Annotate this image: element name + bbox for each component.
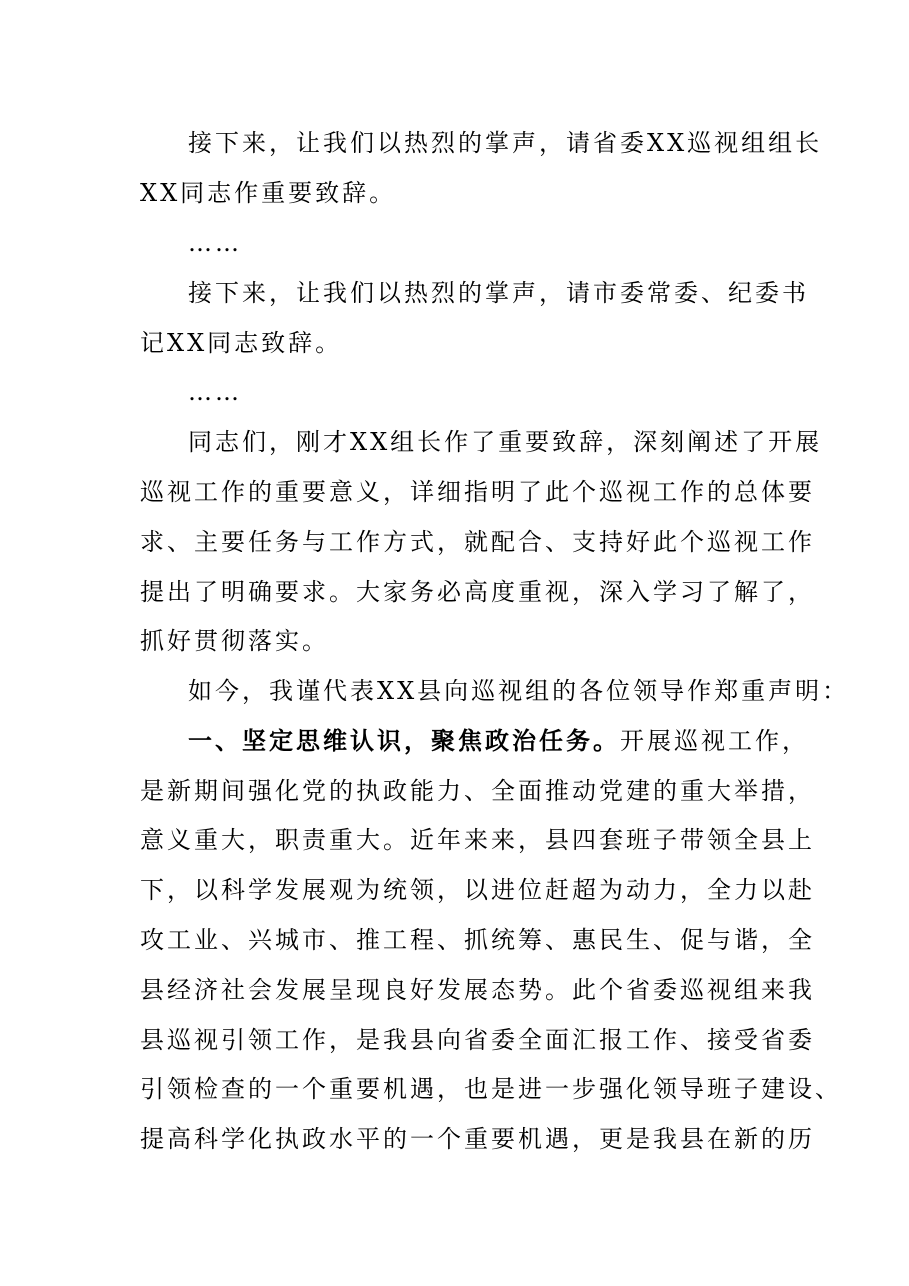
text-line: 县经济社会发展呈现良好发展态势。此个省委巡视组来我 (140, 976, 815, 1004)
text-line: 接下来，让我们以热烈的掌声，请市委常委、纪委书 (188, 279, 809, 307)
text-line: 求、主要任务与工作方式，就配合、支持好此个巡视工作 (140, 528, 815, 556)
ellipsis-line: …… (188, 378, 242, 406)
text-line: 引领检查的一个重要机遇，也是进一步强化领导班子建设、 (140, 1075, 842, 1103)
text-line: 巡视工作的重要意义，详细指明了此个巡视工作的总体要 (140, 478, 815, 506)
text-line: 抓好贯彻落实。 (140, 627, 329, 655)
text-line: 接下来，让我们以热烈的掌声，请省委XX巡视组组长 (188, 129, 823, 157)
ellipsis-line: …… (188, 229, 242, 257)
text-line: 提高科学化执政水平的一个重要机遇，更是我县在新的历 (140, 1125, 815, 1153)
text-line: 意义重大，职责重大。近年来来，县四套班子带领全县上 (140, 826, 815, 854)
text-run: 开展巡视工作， (620, 727, 809, 755)
text-line: XX同志作重要致辞。 (140, 179, 397, 207)
text-line: 同志们，刚才XX组长作了重要致辞，深刻阐述了开展 (188, 428, 823, 456)
text-line: 记XX同志致辞。 (140, 329, 343, 357)
text-line: 如今，我谨代表XX县向巡视组的各位领导作郑重声明： (188, 677, 850, 705)
heading-line (188, 726, 809, 756)
text-line: 下，以科学发展观为统领，以进位赶超为动力，全力以赴 (140, 876, 815, 904)
section-heading: 一、坚定思维认识，聚焦政治任务。 (188, 727, 620, 755)
text-line: 是新期间强化党的执政能力、全面推动党建的重大举措， (140, 777, 815, 805)
text-line: 攻工业、兴城市、推工程、抓统筹、惠民生、促与谐，全 (140, 926, 815, 954)
text-line: 提出了明确要求。大家务必高度重视，深入学习了解了， (140, 578, 815, 606)
text-line: 县巡视引领工作，是我县向省委全面汇报工作、接受省委 (140, 1026, 815, 1054)
